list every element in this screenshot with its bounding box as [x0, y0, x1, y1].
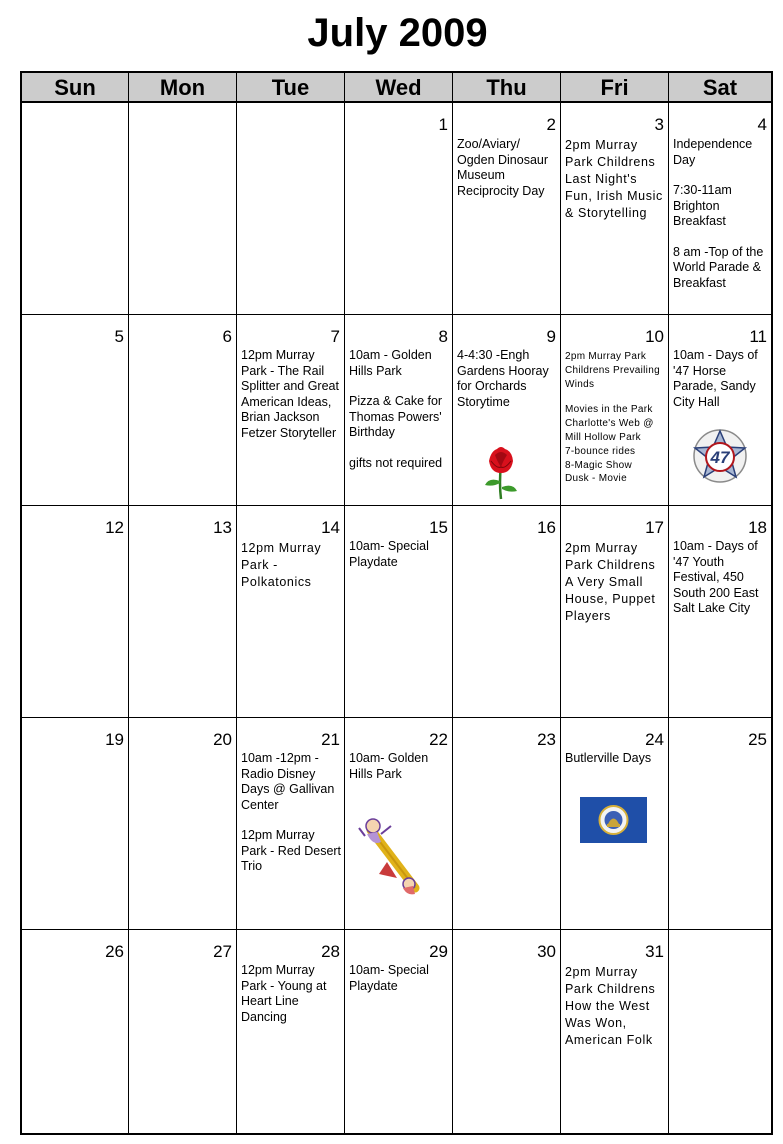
- day-number: 5: [114, 327, 124, 346]
- event-list: [565, 751, 666, 767]
- day-number: 16: [537, 518, 556, 537]
- day-number: 15: [429, 518, 448, 537]
- event-list: [241, 348, 342, 441]
- event-text: Zoo/Aviary/ Ogden Dinosaur Museum Reciprocity Day: [457, 137, 549, 198]
- event-list: [241, 963, 342, 1025]
- day-cell-21: [237, 718, 345, 930]
- event-list: [349, 348, 450, 471]
- event-text: 10am - Golden Hills Park: [349, 348, 432, 378]
- event-text: 12pm Murray Park - Polkatonics: [241, 541, 322, 589]
- event-list: [349, 539, 450, 570]
- day-cell-10: [561, 315, 669, 506]
- day-cell-13: [129, 506, 237, 718]
- day-number: 17: [645, 518, 664, 537]
- day-cell-2: [453, 103, 561, 315]
- weekday-wed: Wed: [345, 73, 453, 101]
- day-cell-5: [22, 315, 129, 506]
- event-list: [241, 751, 342, 875]
- day-number: 12: [105, 518, 124, 537]
- day-number: 28: [321, 942, 340, 961]
- day-cell-19: [22, 718, 129, 930]
- event-text: 10am- Special Playdate: [349, 963, 429, 993]
- day-number: 1: [438, 115, 448, 134]
- day-number: 19: [105, 730, 124, 749]
- event-text: 2pm Murray Park Childrens Prevailing Winds: [565, 351, 660, 390]
- weekday-mon: Mon: [129, 73, 237, 101]
- weekday-tue: Tue: [237, 73, 345, 101]
- day-number: 18: [748, 518, 767, 537]
- day-number: 9: [546, 327, 556, 346]
- page-title: July 2009: [307, 11, 488, 55]
- day-number: 24: [645, 730, 664, 749]
- day-cell-18: [669, 506, 771, 718]
- logo-number: 47: [710, 448, 730, 467]
- day-cell-16: [453, 506, 561, 718]
- day-cell-6: [129, 315, 237, 506]
- calendar-grid: [22, 103, 771, 1133]
- day-cell-15: [345, 506, 453, 718]
- weekday-sat: Sat: [702, 75, 738, 100]
- weekday-sun: Sun: [22, 73, 129, 101]
- day-number: 11: [749, 327, 767, 346]
- day-cell-11: [669, 315, 771, 506]
- day-cell-12: [22, 506, 129, 718]
- weekday-thu: Thu: [453, 73, 561, 101]
- day-cell-empty: [22, 103, 129, 315]
- days-of-47-logo: [691, 427, 749, 485]
- day-cell-empty: [669, 930, 771, 1135]
- utah-flag-icon: [580, 797, 647, 843]
- day-cell-30: [453, 930, 561, 1135]
- event-text: 10am- Golden Hills Park: [349, 751, 429, 781]
- event-text: 10am -12pm - Radio Disney Days @ Gallivan Center: [241, 751, 335, 812]
- day-cell-empty: [237, 103, 345, 315]
- day-cell-23: [453, 718, 561, 930]
- day-number: 20: [213, 730, 232, 749]
- day-cell-25: [669, 718, 771, 930]
- day-cell-27: [129, 930, 237, 1135]
- day-number: 29: [429, 942, 448, 961]
- event-text: 2pm Murray Park Childrens Last Night's Fun, Irish Music & Storytelling: [565, 138, 663, 220]
- day-number: 27: [213, 942, 232, 961]
- event-list: [565, 964, 666, 1049]
- day-cell-17: [561, 506, 669, 718]
- day-cell-26: [22, 930, 129, 1135]
- day-number: 14: [321, 518, 340, 537]
- day-number: 26: [105, 942, 124, 961]
- event-text: 7-bounce rides: [565, 445, 636, 457]
- day-cell-29: [345, 930, 453, 1135]
- event-list: [673, 348, 769, 410]
- day-cell-24: [561, 718, 669, 930]
- event-text: Independence Day: [673, 137, 753, 167]
- event-list: [349, 751, 450, 782]
- day-cell-28: [237, 930, 345, 1135]
- day-number: 22: [429, 730, 448, 749]
- day-cell-31: [561, 930, 669, 1135]
- day-number: 2: [546, 115, 556, 134]
- event-text: Movies in the Park Charlotte's Web @ Mill Hollow Park: [565, 404, 654, 443]
- day-number: 25: [748, 730, 767, 749]
- day-cell-20: [129, 718, 237, 930]
- weekday-header: [22, 73, 771, 103]
- event-list: [457, 137, 558, 199]
- day-cell-empty: [129, 103, 237, 315]
- event-text: Dusk - Movie: [565, 473, 627, 485]
- day-number: 4: [757, 115, 767, 134]
- day-number: 6: [222, 327, 232, 346]
- event-text: 12pm Murray Park - Red Desert Trio: [241, 828, 342, 873]
- day-cell-3: [561, 103, 669, 315]
- day-number: 8: [438, 327, 448, 346]
- event-text: 2pm Murray Park Childrens How the West Was Won, American Folk: [565, 965, 656, 1047]
- event-text: 10am - Days of '47 Youth Festival, 450 South 200 East Salt Lake City: [673, 539, 759, 615]
- event-list: [349, 963, 450, 994]
- day-number: 7: [330, 327, 340, 346]
- day-number: 3: [654, 115, 664, 134]
- day-cell-7: [237, 315, 345, 506]
- event-list: [241, 540, 342, 591]
- day-cell-1: [345, 103, 453, 315]
- event-text: 12pm Murray Park - The Rail Splitter and Great American Ideas, Brian Jackson Fetzer Storyteller: [241, 348, 339, 440]
- event-text: 8-Magic Show: [565, 459, 632, 471]
- event-list: [673, 539, 769, 617]
- event-text: 2pm Murray Park Childrens A Very Small House, Puppet Players: [565, 541, 656, 623]
- calendar: [20, 71, 773, 1135]
- day-number: 10: [645, 327, 664, 346]
- event-text: Butlerville Days: [565, 751, 652, 765]
- event-text: Pizza & Cake for Thomas Powers' Birthday: [349, 394, 443, 439]
- seesaw-kids-icon: [357, 816, 421, 898]
- event-text: 4-4:30 -Engh Gardens Hooray for Orchards Storytime: [457, 348, 549, 409]
- event-list: [565, 350, 666, 486]
- event-text: 10am - Days of '47 Horse Parade, Sandy City Hall: [673, 348, 758, 409]
- event-list: [565, 137, 666, 222]
- day-number: 23: [537, 730, 556, 749]
- day-number: 13: [213, 518, 232, 537]
- event-text: 10am- Special Playdate: [349, 539, 429, 569]
- event-list: [673, 137, 769, 291]
- day-cell-8: [345, 315, 453, 506]
- day-number: 31: [645, 942, 664, 961]
- weekday-fri: Fri: [561, 73, 669, 101]
- event-list: [565, 540, 666, 625]
- day-cell-22: [345, 718, 453, 930]
- event-text: 7:30-11am Brighton Breakfast: [673, 183, 732, 228]
- day-cell-4: [669, 103, 771, 315]
- event-text: 8 am -Top of the World Parade & Breakfast: [673, 244, 764, 290]
- rose-icon: [477, 443, 525, 501]
- day-number: 30: [537, 942, 556, 961]
- day-cell-9: [453, 315, 561, 506]
- event-list: [457, 348, 558, 410]
- day-cell-14: [237, 506, 345, 718]
- day-number: 21: [321, 730, 340, 749]
- event-text: gifts not required: [349, 455, 443, 470]
- event-text: 12pm Murray Park - Young at Heart Line Dancing: [241, 963, 327, 1024]
